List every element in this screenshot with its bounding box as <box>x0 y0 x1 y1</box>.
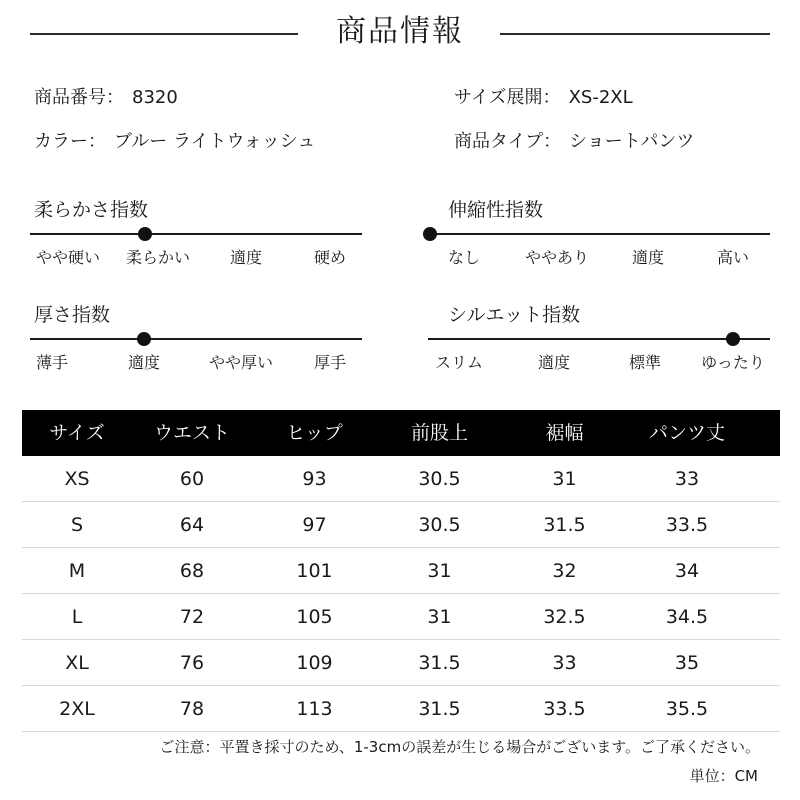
index-scale-label: 厚手 <box>313 353 347 372</box>
table-cell: 33.5 <box>543 697 586 720</box>
size-table-body <box>22 456 780 732</box>
table-cell: 32 <box>552 559 577 582</box>
title-divider-left <box>30 33 298 35</box>
table-cell: 60 <box>179 467 205 490</box>
table-cell: 72 <box>179 605 205 628</box>
product-type-value: ショートパンツ <box>569 131 695 152</box>
table-row <box>22 548 780 594</box>
table-cell: 32.5 <box>543 605 586 628</box>
index-marker-dot <box>138 227 152 241</box>
index-scale-label: なし <box>447 248 481 267</box>
index-title: 柔らかさ指数 <box>34 199 149 221</box>
table-header-cell: サイズ <box>49 422 105 444</box>
product-type-label: 商品タイプ： <box>454 131 562 152</box>
table-cell: 30.5 <box>418 467 461 490</box>
table-row <box>22 640 780 686</box>
index-scale-label: やや厚い <box>208 353 274 372</box>
index-scale-line <box>30 338 362 340</box>
index-marker-dot <box>137 332 151 346</box>
table-cell: 31.5 <box>418 651 461 674</box>
index-scale-label: やや硬い <box>35 248 101 267</box>
index-scale-line <box>428 233 770 235</box>
product-number-label: 商品番号： <box>34 87 124 108</box>
color-value: ブルー ライトウォッシュ <box>114 131 316 152</box>
table-cell: XL <box>65 651 89 674</box>
table-cell: 31 <box>427 605 452 628</box>
table-cell: 33.5 <box>665 513 709 536</box>
table-cell: 31.5 <box>543 513 586 536</box>
table-row <box>22 686 780 732</box>
index-title: 厚さ指数 <box>34 304 111 326</box>
table-cell: 97 <box>302 513 327 536</box>
index-scale-line <box>30 233 362 235</box>
table-row <box>22 456 780 502</box>
table-cell: 34 <box>674 559 700 582</box>
index-scale-label: 薄手 <box>35 353 69 372</box>
table-cell: 109 <box>296 651 333 674</box>
page-title: 商品情報 <box>336 14 464 49</box>
index-marker-dot <box>423 227 437 241</box>
size-table <box>22 410 780 732</box>
table-cell: 64 <box>179 513 205 536</box>
index-scale-label: 適度 <box>127 353 161 372</box>
color-label: カラー： <box>34 131 106 152</box>
table-header-cell: ウエスト <box>153 422 230 444</box>
index-scale-line <box>428 338 770 340</box>
table-cell: 113 <box>296 697 333 720</box>
table-cell: 35.5 <box>665 697 709 720</box>
table-row <box>22 502 780 548</box>
table-cell: 33 <box>552 651 577 674</box>
table-cell: 30.5 <box>418 513 461 536</box>
table-cell: 35 <box>674 651 700 674</box>
size-table-header <box>22 410 780 456</box>
table-cell: 76 <box>179 651 205 674</box>
table-cell: 34.5 <box>665 605 709 628</box>
product-number-field <box>34 86 178 110</box>
table-cell: 105 <box>296 605 333 628</box>
size-range-label: サイズ展開： <box>454 87 561 108</box>
table-cell: 101 <box>296 559 333 582</box>
index-scale-label: 適度 <box>229 248 263 267</box>
table-cell: S <box>70 513 84 536</box>
table-cell: L <box>71 605 83 628</box>
table-header-cell: 前股上 <box>410 422 468 444</box>
index-title: シルエット指数 <box>448 304 581 326</box>
size-range-field <box>454 86 633 110</box>
index-scale-label: 高い <box>716 248 750 267</box>
index-marker-dot <box>726 332 740 346</box>
measurement-note: ご注意：平置き採寸のため、1-3cmの誤差が生じる場合がございます。ご了承ください。 <box>159 738 760 756</box>
table-cell: 68 <box>179 559 205 582</box>
table-cell: 78 <box>179 697 205 720</box>
index-scale-label: 適度 <box>537 353 571 372</box>
table-cell: XS <box>64 467 90 490</box>
product-number-value: 8320 <box>132 87 178 108</box>
index-scale-label: 適度 <box>631 248 665 267</box>
table-cell: 31 <box>552 467 577 490</box>
table-cell: 31.5 <box>418 697 461 720</box>
index-scale-label: スリム <box>434 353 484 372</box>
table-header-cell: ヒップ <box>286 422 343 444</box>
unit-note: 単位：CM <box>689 767 758 785</box>
table-cell: 2XL <box>59 697 95 720</box>
table-cell: 33 <box>674 467 700 490</box>
table-row <box>22 594 780 640</box>
table-header-cell: パンツ丈 <box>648 422 725 444</box>
table-cell: M <box>68 559 86 582</box>
index-scale-label: ゆったり <box>701 353 765 372</box>
index-scale-label: 柔らかい <box>125 248 191 267</box>
index-title: 伸縮性指数 <box>448 199 544 221</box>
product-type-field <box>454 130 694 154</box>
size-range-value: XS-2XL <box>568 87 633 108</box>
index-scale-label: ややあり <box>524 248 590 267</box>
table-cell: 31 <box>427 559 452 582</box>
color-field <box>34 130 315 154</box>
table-header-cell: 裾幅 <box>545 422 584 444</box>
table-cell: 93 <box>302 467 327 490</box>
title-divider-right <box>500 33 770 35</box>
index-scale-label: 標準 <box>628 353 662 372</box>
index-scale-label: 硬め <box>313 248 347 267</box>
